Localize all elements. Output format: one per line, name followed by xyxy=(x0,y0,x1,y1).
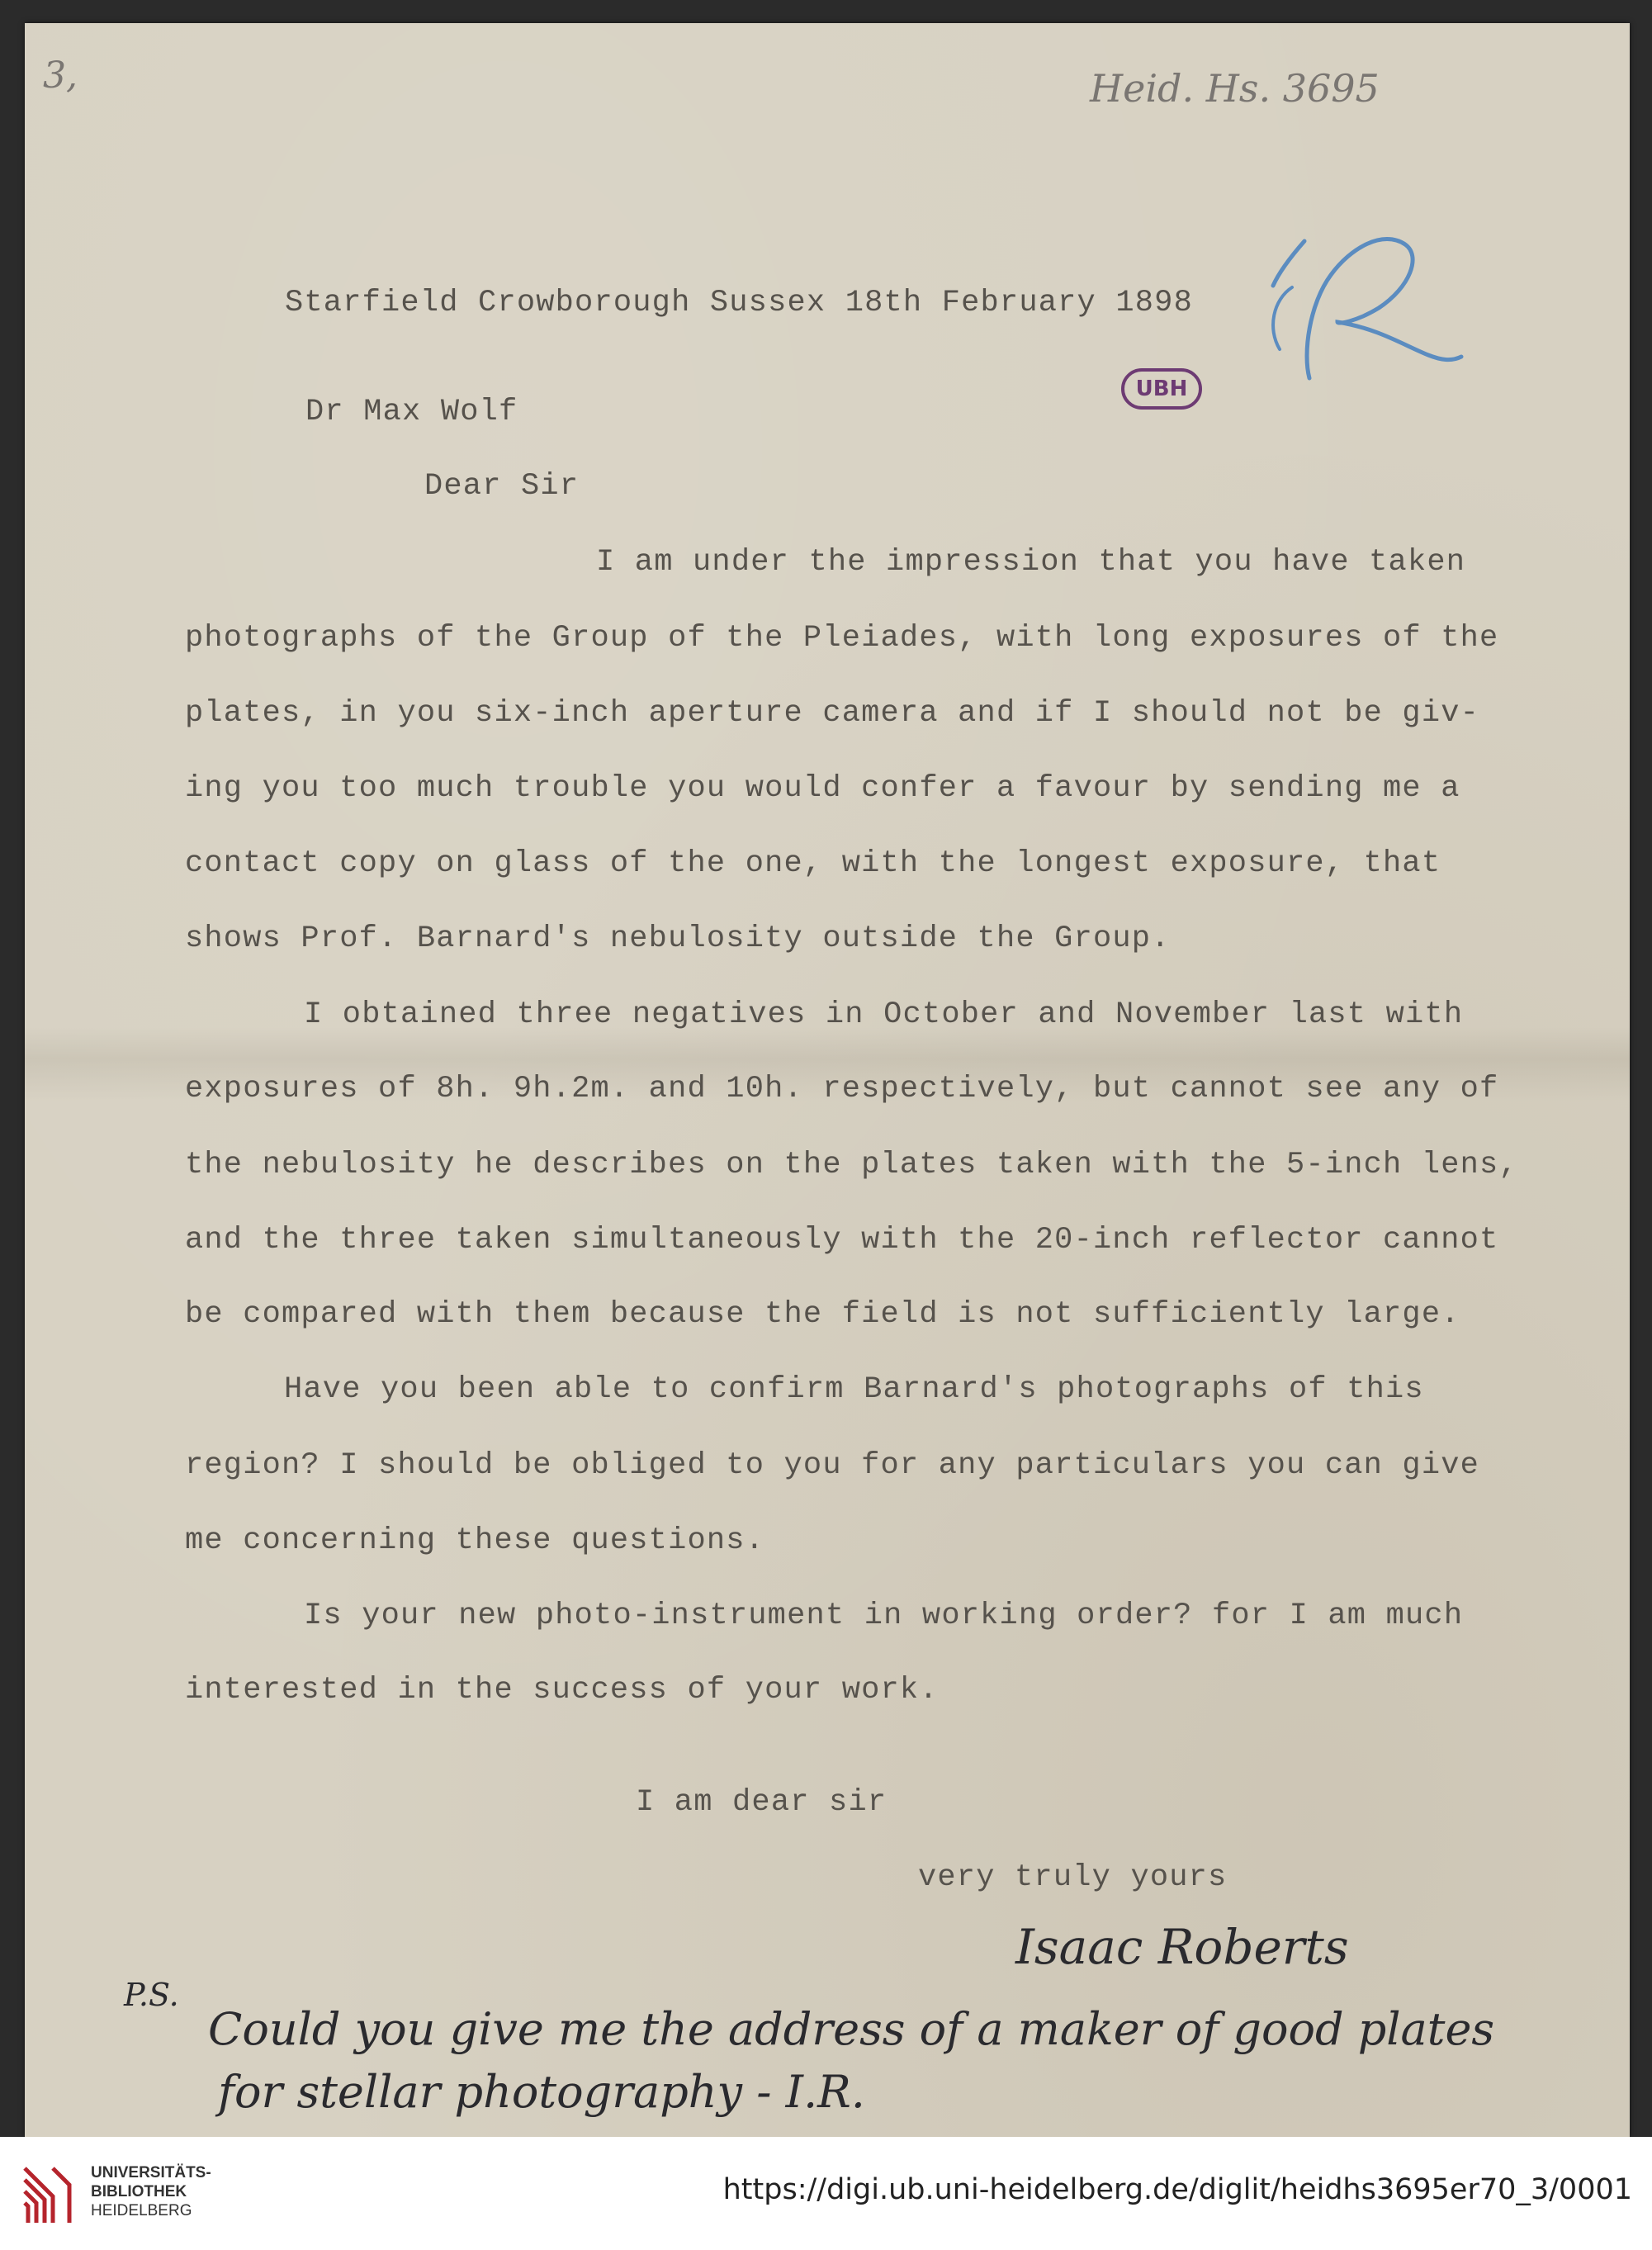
institution-line: BIBLIOTHEK xyxy=(91,2183,187,2200)
permalink-url[interactable]: https://digi.ub.uni-heidelberg.de/diglit/heidhs3695er70_3/0001 xyxy=(722,2173,1632,2206)
body-line: and the three taken simultaneously with the 20-inch reflector cannot xyxy=(185,1223,1499,1258)
postscript-line: for stellar photography - I.R. xyxy=(218,2066,865,2118)
body-line: plates, in you six-inch aperture camera and if I should not be giv- xyxy=(185,696,1480,731)
body-line: I obtained three negatives in October and November last with xyxy=(304,997,1464,1032)
library-stamp: UBH xyxy=(1121,368,1202,410)
body-line: me concerning these questions. xyxy=(185,1523,765,1558)
shelfmark: Heid. Hs. 3695 xyxy=(1090,66,1380,111)
body-line: region? I should be obliged to you for any particulars you can give xyxy=(185,1448,1480,1483)
body-line: be compared with them because the field is not sufficiently large. xyxy=(185,1297,1460,1332)
institution-line: HEIDELBERG xyxy=(91,2202,192,2219)
addressee: Dr Max Wolf xyxy=(305,395,518,429)
postscript-label: P.S. xyxy=(124,1977,179,2013)
initial-r-mark xyxy=(25,23,1630,486)
body-line: Is your new photo-instrument in working order? for I am much xyxy=(304,1599,1464,1633)
closing-line: I am dear sir xyxy=(636,1785,888,1820)
footer-bar xyxy=(0,2137,1652,2250)
institution-name xyxy=(91,2163,211,2220)
body-line: contact copy on glass of the one, with the longest exposure, that xyxy=(185,846,1441,881)
institution-line: UNIVERSITÄTS- xyxy=(91,2164,211,2181)
body-line: I am under the impression that you have taken xyxy=(596,545,1466,580)
body-line: photographs of the Group of the Pleiades, with long exposures of the xyxy=(185,621,1499,656)
closing-line: very truly yours xyxy=(918,1860,1228,1895)
signature: Isaac Roberts xyxy=(1015,1919,1349,1975)
body-line: exposures of 8h. 9h.2m. and 10h. respectively, but cannot see any of xyxy=(185,1072,1499,1106)
dateline: Starfield Crowborough Sussex 18th February 1898 xyxy=(285,286,1193,320)
body-line: Have you been able to confirm Barnard's photographs of this xyxy=(284,1372,1424,1407)
letter-page xyxy=(25,23,1630,2137)
library-logo-icon xyxy=(20,2160,81,2226)
salutation: Dear Sir xyxy=(424,469,580,504)
folio-number: 3, xyxy=(43,54,78,97)
body-line: shows Prof. Barnard's nebulosity outside the Group. xyxy=(185,921,1171,956)
body-line: ing you too much trouble you would confer a favour by sending me a xyxy=(185,771,1460,806)
postscript-line: Could you give me the address of a maker of good plates xyxy=(208,2003,1495,2055)
body-line: the nebulosity he describes on the plates taken with the 5-inch lens, xyxy=(185,1148,1518,1182)
body-line: interested in the success of your work. xyxy=(185,1673,939,1708)
